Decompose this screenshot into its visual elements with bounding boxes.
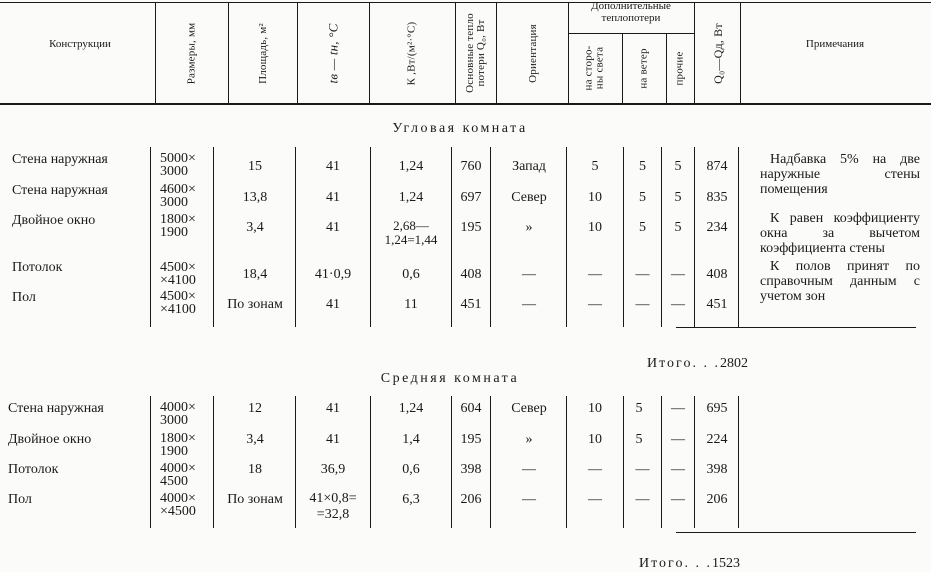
wind-cell: 5 — [635, 432, 643, 447]
header-size: Размеры, мм — [185, 22, 198, 84]
total-corner — [636, 340, 748, 372]
k-cell: 2,68— 1,24=1,44 — [384, 218, 438, 247]
total-rule — [676, 532, 916, 533]
qt-cell: 408 — [706, 267, 728, 282]
q0-cell: 398 — [460, 462, 482, 477]
wind-cell: — — [635, 297, 650, 312]
k-cell: 0,6 — [402, 267, 420, 282]
qt-cell: 695 — [706, 401, 728, 416]
area-cell: По зонам — [227, 297, 283, 312]
construction-name: Потолок — [12, 260, 63, 275]
qt-cell: 234 — [706, 220, 728, 235]
wind-cell: 5 — [639, 190, 646, 205]
size-cell: 4600× 3000 — [160, 182, 196, 210]
note-surcharge: Надбавка 5% на две наружные стены помещения — [760, 152, 920, 197]
q0-cell: 697 — [460, 190, 482, 205]
construction-name: Стена наружная — [12, 183, 108, 198]
qt-cell: 835 — [706, 190, 728, 205]
side-cell: 10 — [588, 432, 602, 447]
header-k: К ,Вт/(м²·°С) — [405, 21, 418, 85]
header-side: на сторо- ны света — [583, 45, 606, 91]
dt-cell: 41 — [326, 190, 340, 205]
size-cell: 4500× ×4100 — [160, 260, 196, 288]
total-value: 2802 — [719, 356, 748, 371]
other-cell: 5 — [674, 190, 682, 205]
k-cell: 1,4 — [402, 432, 420, 447]
orientation-cell: Запад — [512, 159, 546, 174]
k-cell: 11 — [404, 297, 418, 312]
area-cell: 18 — [248, 462, 262, 477]
size-cell: 4000× ×4500 — [160, 491, 196, 519]
orientation-cell: Север — [511, 401, 547, 416]
dt-cell: 41 — [326, 432, 340, 447]
section-title-corner: Угловая комната — [392, 121, 528, 136]
dt-cell: 41 — [326, 401, 340, 416]
side-cell: 10 — [588, 190, 602, 205]
size-cell: 4000× 3000 — [160, 400, 196, 428]
header-notes: Примечания — [805, 38, 865, 50]
q0-cell: 195 — [460, 432, 482, 447]
size-cell: 1800× 1900 — [160, 212, 196, 240]
qt-cell: 451 — [706, 297, 728, 312]
construction-name: Двойное окно — [8, 432, 92, 447]
qt-cell: 206 — [706, 492, 728, 507]
orientation-cell: — — [522, 462, 536, 477]
wind-cell: — — [635, 267, 650, 282]
construction-name: Стена наружная — [12, 152, 108, 167]
qt-cell: 224 — [706, 432, 728, 447]
total-rule — [676, 327, 916, 328]
construction-name: Пол — [8, 492, 32, 507]
k-cell: 0,6 — [402, 462, 420, 477]
area-cell: 15 — [248, 159, 262, 174]
header-q-total: Q₀—Qд, Вт — [710, 22, 725, 84]
other-cell: — — [671, 267, 685, 282]
side-cell: 5 — [591, 159, 599, 174]
orientation-cell: — — [522, 297, 536, 312]
header-other: прочие — [673, 50, 686, 86]
k-cell: 1,24 — [398, 159, 424, 174]
k-cell: 1,24 — [398, 190, 424, 205]
header-additional: Дополнительные теплопотери — [591, 0, 671, 24]
size-cell: 4000× 4500 — [160, 461, 196, 489]
wind-cell: — — [635, 492, 650, 507]
other-cell: 5 — [674, 220, 682, 235]
construction-name: Стена наружная — [8, 401, 104, 416]
k-cell: 6,3 — [402, 492, 420, 507]
k-cell: 1,24 — [398, 401, 424, 416]
qt-cell: 874 — [706, 159, 728, 174]
side-cell: 10 — [588, 401, 602, 416]
header-area: Площадь, м² — [256, 22, 269, 84]
note-floor-k: К полов принят по справочным данным с учетом зон — [760, 259, 920, 304]
qt-cell: 398 — [706, 462, 728, 477]
side-cell: 10 — [588, 220, 602, 235]
q0-cell: 451 — [460, 297, 482, 312]
total-label: Итого. . . — [647, 356, 720, 371]
q0-cell: 195 — [460, 220, 482, 235]
orientation-cell: — — [522, 492, 536, 507]
other-cell: — — [671, 401, 685, 416]
side-cell: — — [588, 297, 602, 312]
dt-cell: 41×0,8= =32,8 — [309, 491, 357, 522]
construction-name: Потолок — [8, 462, 59, 477]
construction-name: Пол — [12, 290, 36, 305]
size-cell: 1800× 1900 — [160, 431, 196, 459]
wind-cell: — — [635, 462, 650, 477]
header-wind: на ветер — [637, 47, 650, 89]
construction-name: Двойное окно — [12, 213, 96, 228]
section-title-middle: Средняя комната — [380, 371, 520, 386]
other-cell: — — [671, 297, 685, 312]
wind-cell: 5 — [639, 159, 646, 174]
area-cell: 3,4 — [246, 432, 264, 447]
size-cell: 4500× ×4100 — [160, 289, 196, 317]
dt-cell: 36,9 — [320, 462, 346, 477]
header-top-rule — [0, 2, 931, 3]
wind-cell: 5 — [635, 401, 643, 416]
q0-cell: 604 — [460, 401, 482, 416]
dt-cell: 41 — [326, 159, 340, 174]
dt-cell: 41·0,9 — [314, 267, 352, 282]
total-label: Итого. . . — [639, 556, 712, 571]
orientation-cell: — — [522, 267, 536, 282]
other-cell: — — [671, 492, 685, 507]
header-base-loss: Основные тепло потери Q₀, Вт — [464, 13, 487, 93]
orientation-cell: » — [525, 220, 533, 235]
header-bottom-rule — [0, 103, 931, 105]
header-orientation: Ориентация — [526, 23, 539, 83]
other-cell: 5 — [674, 159, 682, 174]
area-cell: 3,4 — [246, 220, 264, 235]
total-middle — [628, 540, 740, 572]
header-construction: Конструкции — [49, 38, 111, 50]
other-cell: — — [671, 432, 685, 447]
dt-cell: 41 — [326, 297, 340, 312]
header-temp-diff: tв — tн, °С — [325, 23, 341, 83]
q0-cell: 408 — [460, 267, 482, 282]
side-cell: — — [588, 492, 602, 507]
size-cell: 5000× 3000 — [160, 151, 196, 179]
area-cell: 12 — [248, 401, 262, 416]
total-value: 1523 — [711, 556, 740, 571]
q0-cell: 206 — [460, 492, 482, 507]
area-cell: 13,8 — [242, 190, 268, 205]
orientation-cell: Север — [511, 190, 547, 205]
note-window-k: К равен коэффициенту окна за вычетом коэффициента стены — [760, 211, 920, 256]
q0-cell: 760 — [460, 159, 482, 174]
other-cell: — — [671, 462, 685, 477]
side-cell: — — [588, 462, 602, 477]
area-cell: По зонам — [227, 492, 283, 507]
dt-cell: 41 — [326, 220, 340, 235]
side-cell: — — [588, 267, 602, 282]
wind-cell: 5 — [639, 220, 646, 235]
orientation-cell: » — [525, 432, 533, 447]
area-cell: 18,4 — [242, 267, 268, 282]
